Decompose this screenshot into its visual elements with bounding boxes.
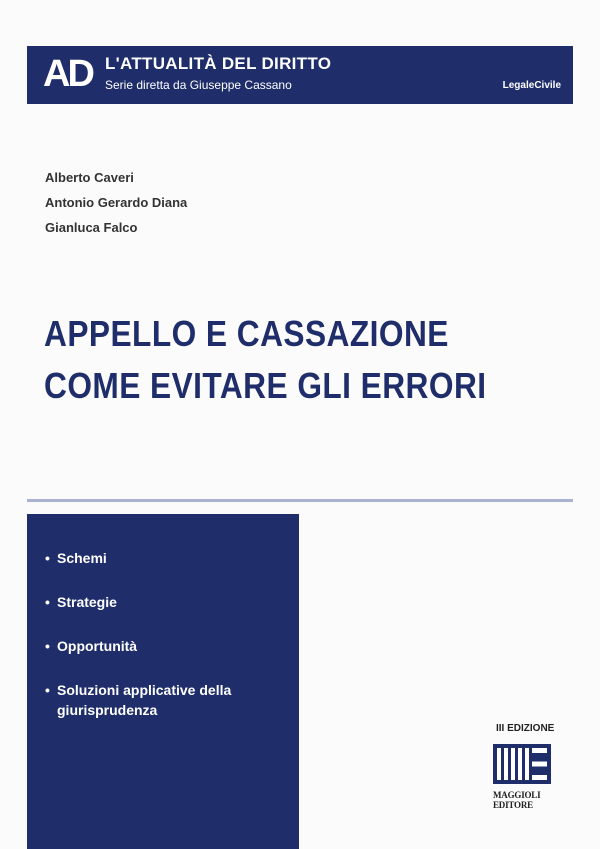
author-list xyxy=(45,168,187,243)
divider-rule xyxy=(27,499,573,502)
author-name: Antonio Gerardo Diana xyxy=(45,195,188,210)
features-panel xyxy=(27,514,299,849)
feature-item: • Opportunità xyxy=(45,638,138,654)
series-imprint: LegaleCivile xyxy=(502,80,561,91)
feature-item: • Schemi xyxy=(45,550,107,566)
series-banner xyxy=(27,46,573,104)
title-line: APPELLO E CASSAZIONE xyxy=(44,313,449,354)
series-subtitle: Serie diretta da Giuseppe Cassano xyxy=(105,78,292,92)
series-title: L'ATTUALITÀ DEL DIRITTO xyxy=(105,54,332,73)
edition-label: III EDIZIONE xyxy=(496,723,555,734)
feature-list xyxy=(45,548,257,744)
feature-item: • Soluzioni applicative della giurisprudenza xyxy=(45,682,232,718)
series-logo: AD xyxy=(43,53,92,95)
bullet-dot-icon: • xyxy=(45,550,50,566)
author-name: Gianluca Falco xyxy=(45,220,138,235)
book-title xyxy=(44,308,547,412)
bullet-dot-icon: • xyxy=(45,594,50,610)
author-name: Alberto Caveri xyxy=(45,170,134,185)
bullet-dot-icon: • xyxy=(45,638,50,654)
feature-item: • Strategie xyxy=(45,594,117,610)
bullet-dot-icon: • xyxy=(45,682,50,698)
publisher-name: MAGGIOLI EDITORE xyxy=(493,790,541,810)
maggioli-logo-icon xyxy=(493,744,551,784)
title-line: COME EVITARE GLI ERRORI xyxy=(44,365,487,406)
